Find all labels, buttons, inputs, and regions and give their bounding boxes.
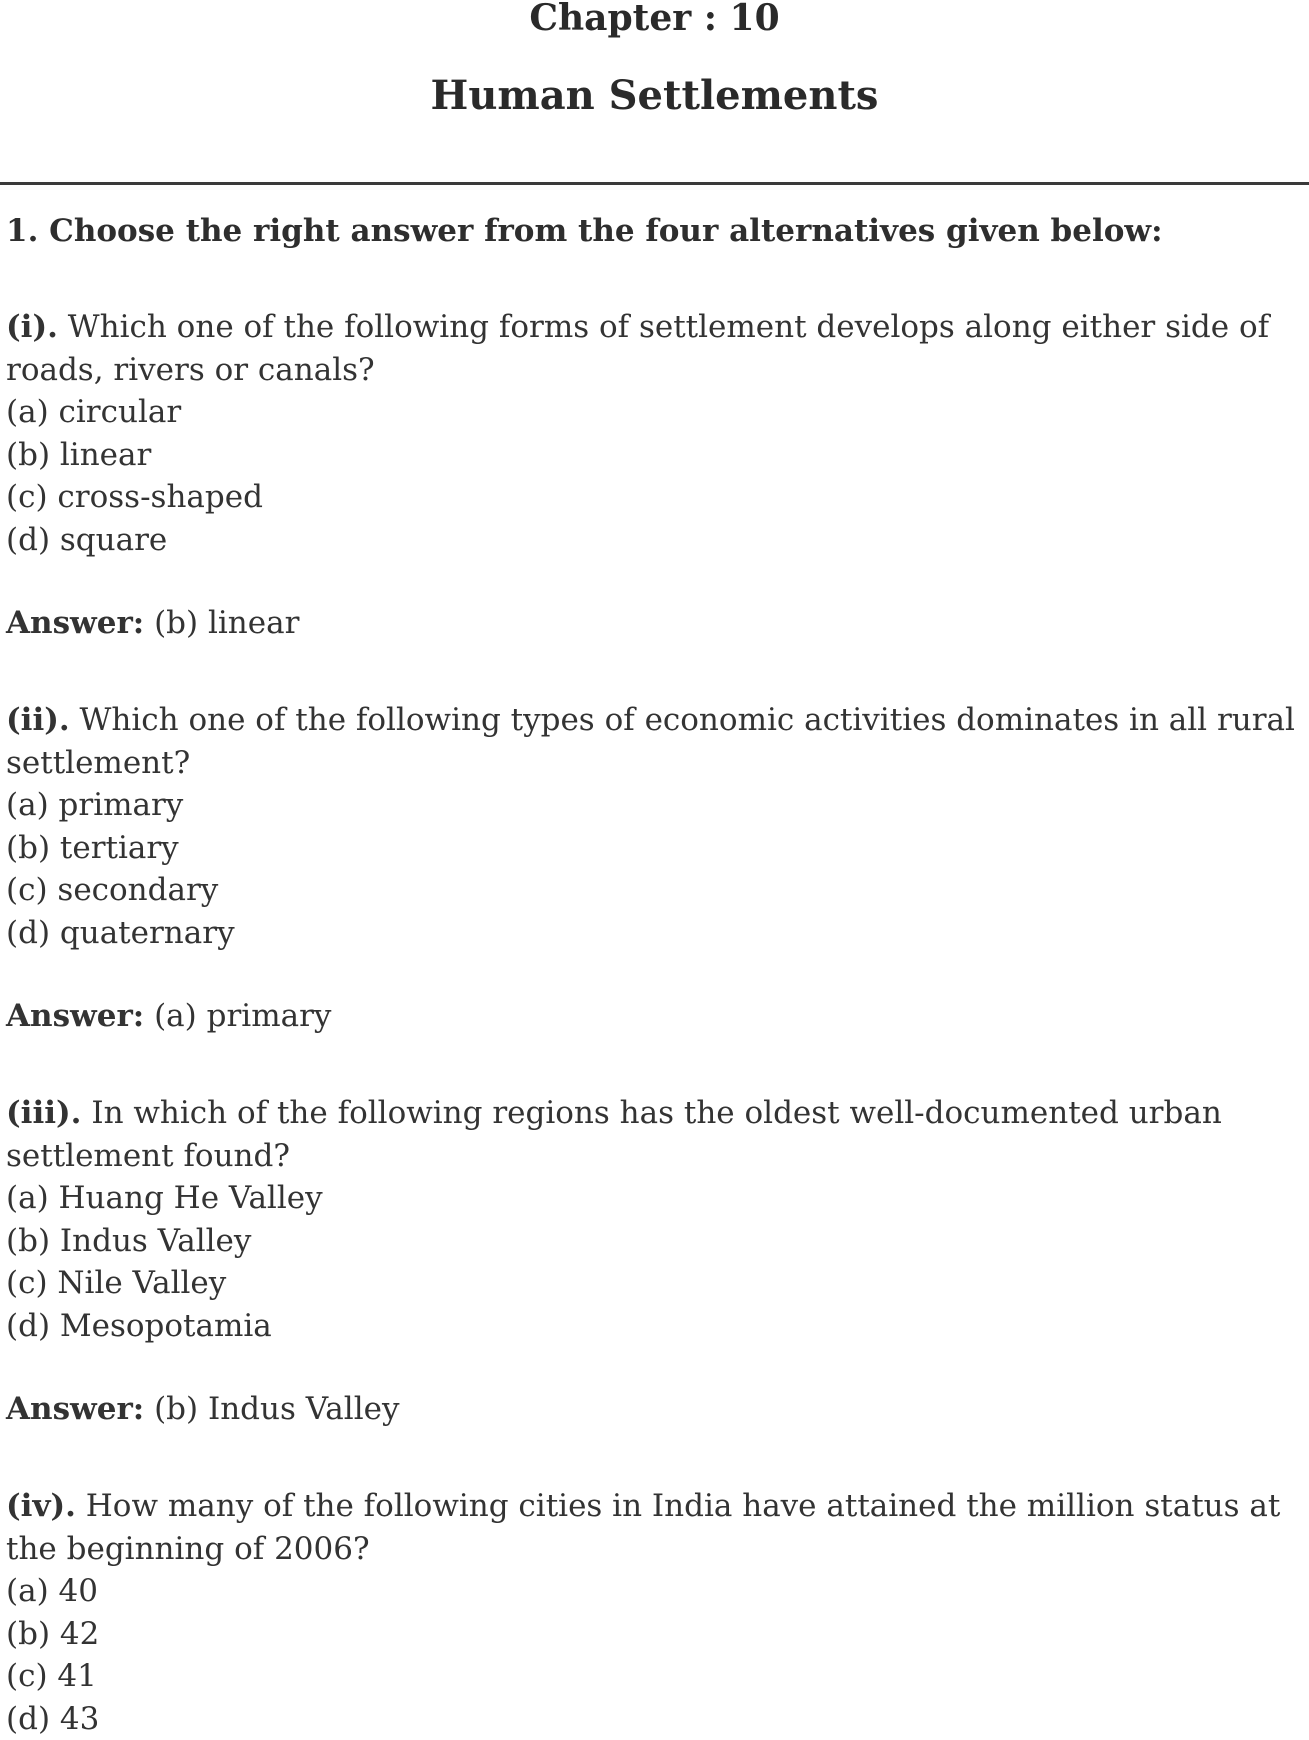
option-item: (a) Huang He Valley bbox=[6, 1177, 1301, 1220]
section-heading: 1. Choose the right answer from the four alternatives given below: bbox=[6, 211, 1163, 251]
question-text bbox=[6, 1092, 1301, 1177]
option-item: (a) circular bbox=[6, 391, 1301, 434]
option-item: (a) primary bbox=[6, 784, 1301, 827]
option-item: (b) Indus Valley bbox=[6, 1220, 1301, 1263]
question-block bbox=[6, 1485, 1301, 1740]
question-number: (i). bbox=[6, 309, 58, 345]
option-item: (a) 40 bbox=[6, 1570, 1301, 1613]
answer-value: (a) primary bbox=[144, 998, 331, 1034]
option-item: (d) 43 bbox=[6, 1698, 1301, 1740]
answer-label: Answer: bbox=[6, 998, 144, 1034]
page-title: Human Settlements bbox=[0, 76, 1309, 116]
question-block bbox=[6, 306, 1301, 561]
header-divider bbox=[0, 182, 1309, 185]
question-block bbox=[6, 699, 1301, 954]
answer-value: (b) Indus Valley bbox=[144, 1391, 399, 1427]
answer-line bbox=[6, 996, 331, 1036]
question-text bbox=[6, 306, 1301, 391]
question-body: Which one of the following forms of settlement develops along either side of roads, rivers or canals? bbox=[6, 309, 1269, 388]
option-item: (c) 41 bbox=[6, 1655, 1301, 1698]
option-item: (b) linear bbox=[6, 434, 1301, 477]
answer-line bbox=[6, 1389, 399, 1429]
option-item: (c) Nile Valley bbox=[6, 1262, 1301, 1305]
option-item: (c) cross-shaped bbox=[6, 476, 1301, 519]
option-item: (d) square bbox=[6, 519, 1301, 562]
option-item: (b) tertiary bbox=[6, 827, 1301, 870]
question-number: (iii). bbox=[6, 1095, 81, 1131]
question-block bbox=[6, 1092, 1301, 1347]
answer-line bbox=[6, 603, 299, 643]
question-number: (ii). bbox=[6, 702, 70, 738]
question-body: Which one of the following types of economic activities dominates in all rural settlement? bbox=[6, 702, 1295, 781]
chapter-label: Chapter : 10 bbox=[0, 0, 1309, 36]
question-text bbox=[6, 1485, 1301, 1570]
option-item: (d) Mesopotamia bbox=[6, 1305, 1301, 1348]
option-item: (c) secondary bbox=[6, 869, 1301, 912]
answer-label: Answer: bbox=[6, 605, 144, 641]
question-body: How many of the following cities in India have attained the million status at the beginning of 2006? bbox=[6, 1488, 1280, 1567]
answer-value: (b) linear bbox=[144, 605, 299, 641]
answer-label: Answer: bbox=[6, 1391, 144, 1427]
question-body: In which of the following regions has the oldest well-documented urban settlement found? bbox=[6, 1095, 1222, 1174]
option-item: (b) 42 bbox=[6, 1613, 1301, 1656]
question-number: (iv). bbox=[6, 1488, 76, 1524]
question-text bbox=[6, 699, 1301, 784]
option-item: (d) quaternary bbox=[6, 912, 1301, 955]
